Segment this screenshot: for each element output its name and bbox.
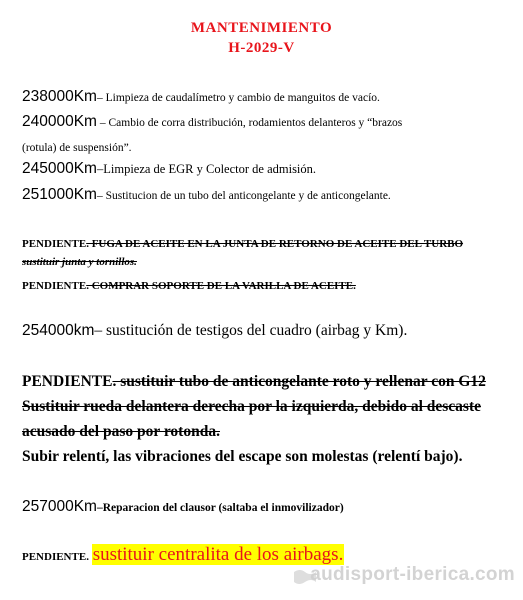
pending-label: PENDIENTE bbox=[22, 373, 113, 390]
entry-238000 bbox=[22, 88, 380, 106]
pending-label: PENDIENTE bbox=[22, 551, 87, 563]
entry-km: 245000Km bbox=[22, 160, 97, 177]
entry-km: 240000Km bbox=[22, 113, 97, 130]
title-line-1: MANTENIMIENTO bbox=[190, 20, 333, 36]
entry-text: –Limpieza de EGR y Colector de admisión. bbox=[96, 162, 317, 176]
pending-wheel-swap bbox=[22, 398, 481, 416]
entry-245000 bbox=[22, 160, 316, 178]
pending-turbo-leak-continuation bbox=[22, 252, 137, 270]
entry-240000-continuation bbox=[22, 138, 132, 156]
entry-km: 257000Km bbox=[22, 498, 97, 515]
pending-idle-raise bbox=[22, 448, 462, 466]
pending-airbag-module bbox=[22, 544, 344, 566]
entry-257000 bbox=[22, 498, 344, 516]
entry-text-continued: (rotula) de suspensión”. bbox=[22, 142, 132, 154]
pending-text: . FUGA DE ACEITE EN LA JUNTA DE RETORNO DE ACEITE DEL TURBO bbox=[86, 238, 464, 250]
entry-km: 238000Km bbox=[22, 88, 97, 105]
pending-turbo-leak bbox=[22, 234, 463, 252]
pending-wheel-swap-continuation bbox=[22, 423, 220, 441]
entry-254000 bbox=[22, 322, 407, 340]
pending-text-line-2: Sustituir rueda delantera derecha por la izquierda, debido al descaste bbox=[22, 398, 481, 415]
entry-km: 251000Km bbox=[22, 186, 97, 203]
entry-240000 bbox=[22, 113, 402, 131]
pending-oil-dipstick bbox=[22, 276, 356, 294]
entry-km: 254000km bbox=[22, 322, 95, 339]
title-line-2: H-2029-V bbox=[228, 40, 295, 56]
entry-text: – sustitución de testigos del cuadro (airbag y Km). bbox=[94, 322, 408, 339]
highlighted-text: sustituir centralita de los airbags. bbox=[92, 544, 344, 565]
pending-text-line-4: Subir relentí, las vibraciones del escape son molestas (relentí bajo). bbox=[22, 448, 463, 465]
entry-251000 bbox=[22, 186, 391, 204]
pending-text-line-3: acusado del paso por rotonda. bbox=[22, 423, 220, 440]
watermark: audisport-iberica.com bbox=[310, 564, 515, 585]
entry-text: – Sustitucion de un tubo del anticongelante y de anticongelante. bbox=[96, 190, 391, 202]
pending-coolant-tube bbox=[22, 373, 486, 391]
pending-text: . COMPRAR SOPORTE DE LA VARILLA DE ACEITE. bbox=[86, 280, 356, 292]
pending-label: PENDIENTE bbox=[22, 280, 87, 292]
entry-text: – Cambio de corra distribución, rodamientos delanteros y “brazos bbox=[96, 117, 403, 129]
pending-text: . sustituir tubo de anticongelante roto y rellenar con G12 bbox=[112, 373, 486, 390]
entry-text: – Limpieza de caudalímetro y cambio de manguitos de vacío. bbox=[96, 92, 380, 104]
entry-text: –Reparacion del clausor (saltaba el inmovilizador) bbox=[96, 502, 344, 514]
pending-separator: . bbox=[86, 551, 92, 563]
pending-text-continued: sustituir junta y tornillos. bbox=[22, 256, 137, 268]
pending-label: PENDIENTE bbox=[22, 238, 87, 250]
